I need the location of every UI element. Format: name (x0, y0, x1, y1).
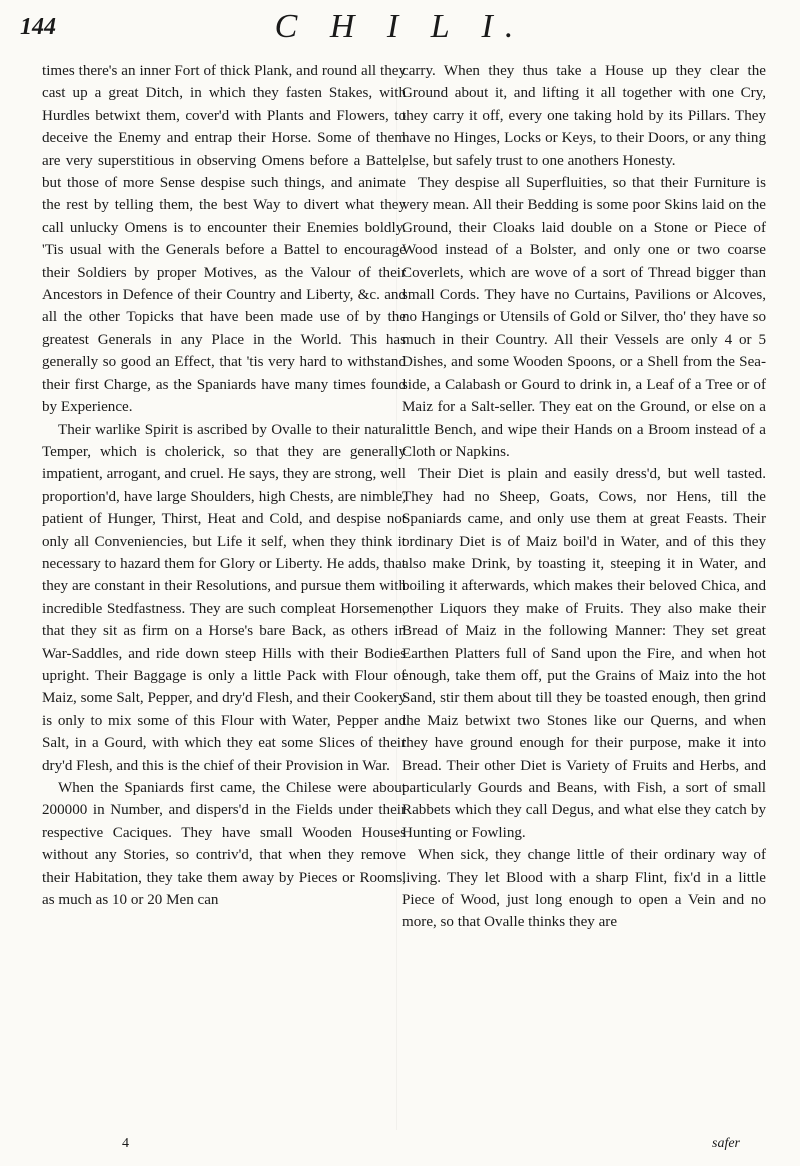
paragraph: Their warlike Spirit is ascribed by Ovalle to their natural Temper, which is cholerick, so that they are generally impatient, arrogant, and cruel. He says, they are strong, well proportion'd, have large Shoulders, high Chests, are nimble, patient of Hunger, Thirst, Heat and Cold, and despise not only all Conveniencies, but Life it self, when they think it necessary to hazard them for Glory or Liberty. He adds, that they are constant in their Resolutions, and pursue them with incredible Stedfastness. They are such compleat Horsemen, that they sit as firm on a Horse's bare Back, as others in War-Saddles, and ride down steep Hills with their Bodies upright. Their Baggage is only a little Pack with Flour of Maiz, some Salt, Pepper, and dry'd Flesh, and their Cookery is only to mix some of this Flour with Water, Pepper and Salt, in a Gourd, with which they eat some Slices of their dry'd Flesh, and this is the chief of their Provision in War. (42, 421, 406, 774)
right-column (402, 60, 766, 934)
paragraph: They despise all Superfluities, so that their Furniture is very mean. All their Bedding is some poor Skins laid on the Ground, their Cloaks laid double on a Stone or Piece of Wood instead of a Bolster, and only one or two coarse Coverlets, which are wove of a sort of Thread bigger than small Cords. They have no Curtains, Pavilions or Alcoves, no Hangings or Utensils of Gold or Silver, tho' they have so much in their Country. All their Vessels are only 4 or 5 Dishes, and some Wooden Spoons, or a Shell from the Sea-side, a Calabash or Gourd to drink in, a Leaf of a Tree or of Maiz for a Salt-seller. They eat on the Ground, or else on a little Bench, and wipe their Hands on a Broom instead of a Cloth or Napkins. (402, 175, 766, 460)
paragraph: times there's an inner Fort of thick Plank, and round all they cast up a great Ditch, in which they fasten Stakes, with Hurdles betwixt them, cover'd with Plants and Flowers, to deceive the Enemy and entrap their Horse. Some of them are very superstitious in observing Omens before a Battel; but those of more Sense despise such things, and animate the rest by telling them, the best Way to divert what they call unlucky Omens is to encounter their Enemies boldly. 'Tis usual with the Generals before a Battel to encourage their Soldiers by proper Motives, as the Valour of their Ancestors in Defence of their Country and Liberty, &c. and all the other Topicks that have been made use of by the greatest Generals in any Place in the World. This has generally so good an Effect, that 'tis very hard to withstand their first Charge, as the Spaniards have many times found by Experience. (42, 63, 406, 416)
signature-mark: 4 (122, 1136, 129, 1151)
paragraph: Their Diet is plain and easily dress'd, but well tasted. They had no Sheep, Goats, Cows, nor Hens, till the Spaniards came, and only use them at great Feasts. Their ordinary Diet is of Maiz boil'd in Water, and of this they also make Drink, by toasting it, steeping it in Water, and boiling it afterwards, which makes their beloved Chica, and other Liquors they make of Fruits. They also make their Bread of Maiz in the following Manner: They set great Earthen Platters full of Sand upon the Fire, and when hot enough, take them off, put the Grains of Maiz into the hot Sand, stir them about till they be toasted enough, then grind the Maiz betwixt two Stones like our Querns, and when they have ground enough for their purpose, make it into Bread. Their other Diet is Variety of Fruits and Herbs, and particularly Gourds and Beans, with Fish, a sort of small Rabbets which they call Degus, and what else they catch by Hunting or Fowling. (402, 466, 766, 841)
page-number: 144 (20, 14, 56, 40)
page-header (20, 8, 780, 52)
paragraph: When sick, they change little of their ordinary way of living. They let Blood with a sharp Flint, fix'd in a little Piece of Wood, just long enough to open a Vein and no more, so that Ovalle thinks they are (402, 847, 766, 931)
running-head: C H I L I. (274, 8, 526, 45)
catchword: safer (712, 1136, 740, 1151)
paragraph: carry. When they thus take a House up they clear the Ground about it, and lifting it all together with one Cry, they carry it off, every one taking hold by its Pillars. They have no Hinges, Locks or Keys, to their Doors, or any thing else, but safely trust to one anothers Honesty. (402, 63, 766, 169)
left-column (42, 60, 406, 911)
paragraph: When the Spaniards first came, the Chilese were about 200000 in Number, and dispers'd in the Fields under their respective Caciques. They have small Wooden Houses without any Stories, so contriv'd, that when they remove their Habitation, they take them away by Pieces or Rooms, as much as 10 or 20 Men can (42, 780, 406, 909)
